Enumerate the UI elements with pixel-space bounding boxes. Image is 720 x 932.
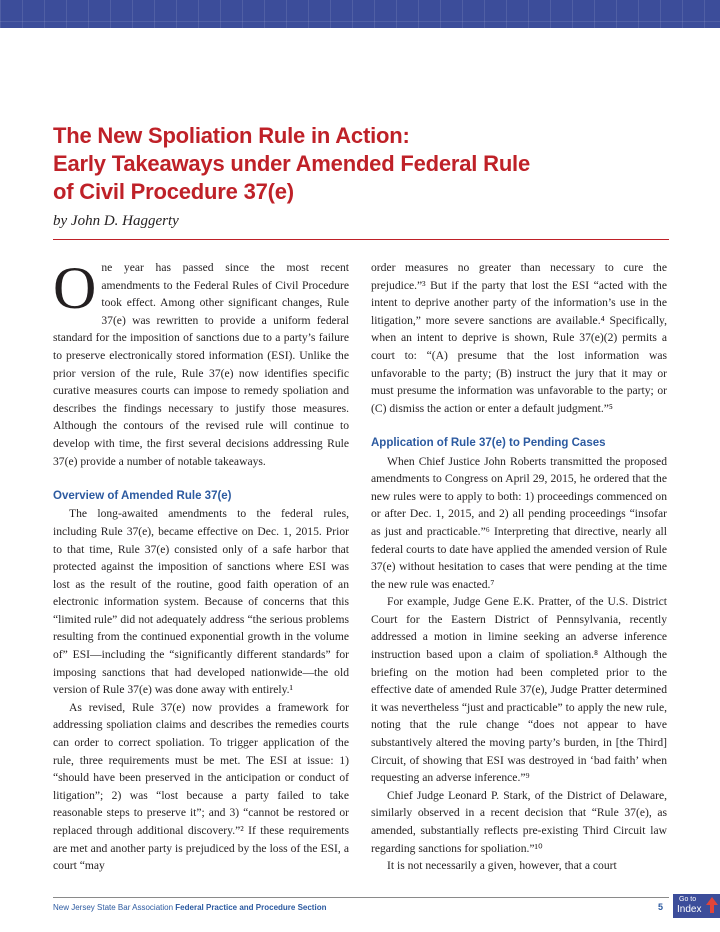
paragraph: It is not necessarily a given, however, that a court [387,859,617,873]
drop-cap: O [53,255,97,321]
footer-publication [53,903,326,912]
go-to-index-button[interactable] [673,894,720,918]
header-band [0,0,720,28]
paragraph: order measures no greater than necessary to cure the prejudice.”³ But if the party that lost the ESI “acted with the intent to deprive another party of the information’s use in the litigation,” more severe sanctions are available.⁴ Specifically, when an intent to deprive is shown, Rule 37(e)(2) permits a court to: “(A) presume that the lost information was unfavorable to the party; (B) instruct the jury that it may or must presume the information was unfavorable to the party; or (C) dismiss the action or enter a default judgment.”⁵ [371,261,667,415]
footer-divider [53,897,669,898]
section-heading-overview: Overview of Amended Rule 37(e) [53,489,232,502]
title-divider [53,239,669,240]
right-column [371,259,667,875]
paragraph: As revised, Rule 37(e) now provides a framework for addressing spoliation claims and describes the remedies courts can order to correct spoliation. To trigger application of the rule, three requirements must be met. The ESI at issue: 1) “should have been preserved in the anticipation or conduct of litigation”; 2) was “lost because a party failed to take reasonable steps to preserve it”; and 3) “cannot be restored or replaced through additional discovery.”² If these requirements are met and another party is prejudiced by the loss of the ESI, a court “may [53,700,349,873]
paragraph: The long-awaited amendments to the federal rules, including Rule 37(e), became effective on Dec. 1, 2015. Prior to that time, Rule 37(e) consisted only of a safe harbor that protected against the imposition of sanctions where ESI was lost as the result of the routine, good faith operation of an electronic information system. Because of concerns that this “limited rule” did not adequately address “the serious problems resulting from the continued exponential growth in the volume of” ESI—including the “significantly different standards” for imposing sanctions that had developed nationwide—the old version of Rule 37(e) was done away with entirely.¹ [53,507,349,697]
section-heading-application: Application of Rule 37(e) to Pending Cases [371,436,606,449]
up-arrow-stem [710,905,714,913]
left-column [53,255,349,875]
page-number: 5 [658,902,664,912]
footer-section: Federal Practice and Procedure Section [175,903,327,912]
title-line-3: of Civil Procedure 37(e) [53,179,294,204]
title-line-1: The New Spoliation Rule in Action: [53,123,410,148]
paragraph: For example, Judge Gene E.K. Pratter, of the U.S. District Court for the Eastern District of Pennsylvania, recently addressed a motion in limine seeking an adverse inference instruction based upon a claim of spoliation.⁸ Although the briefing on the motion had been completed prior to the effective date of amended Rule 37(e), Judge Pratter determined it was nevertheless “just and practicable” to apply the new rule, noting that the rule change “does not appear to have substantively altered the moving party’s burden, in [the Third] Circuit, of showing that ESI was destroyed in ‘bad faith’ when requesting an adverse inference.”⁹ [371,595,667,785]
paragraph: When Chief Justice John Roberts transmitted the proposed amendments to Congress on April 29, 2015, he ordered that the new rules were to apply to both: 1) proceedings commenced on or after Dec. 1, 2015, and 2) all pending proceedings “insofar as just and practicable.”⁶ Interpreting that directive, nearly all federal courts to date have applied the amended version of Rule 37(e) without hesitation to cases that were pending at the time the new rule was enacted.⁷ [371,454,667,591]
title-line-2: Early Takeaways under Amended Federal Rule [53,151,531,176]
paragraph: Chief Judge Leonard P. Stark, of the District of Delaware, similarly observed in a recent decision that “Rule 37(e), as amended, substantially reflects pre-existing Third Circuit law regarding sanctions for spoliation.”¹⁰ [371,788,667,855]
up-arrow-icon [706,897,718,905]
article-title [53,122,673,206]
footer-association: New Jersey State Bar Association [53,903,174,912]
intro-paragraph [53,255,349,470]
goto-label-bottom: Index [677,904,702,915]
intro-text: ne year has passed since the most recent amendments to the Federal Rules of Civil Procedure took effect. Among other significant changes, Rule 37(e) was rewritten to provide a uniform federal standard for the imposition of sanctions due to a party’s failure to preserve electronically stored information (ESI). Unlike the prior version of the rule, Rule 37(e) now identifies specific curative measures courts can impose to remedy spoliation and describes the findings necessary to justify those measures. Although the contours of the revised rule will continue to develop with time, the first several decisions addressing Rule 37(e) provide a number of notable takeaways. [53,261,349,468]
goto-label-top: Go to [679,896,697,903]
byline: by John D. Haggerty [53,213,179,229]
